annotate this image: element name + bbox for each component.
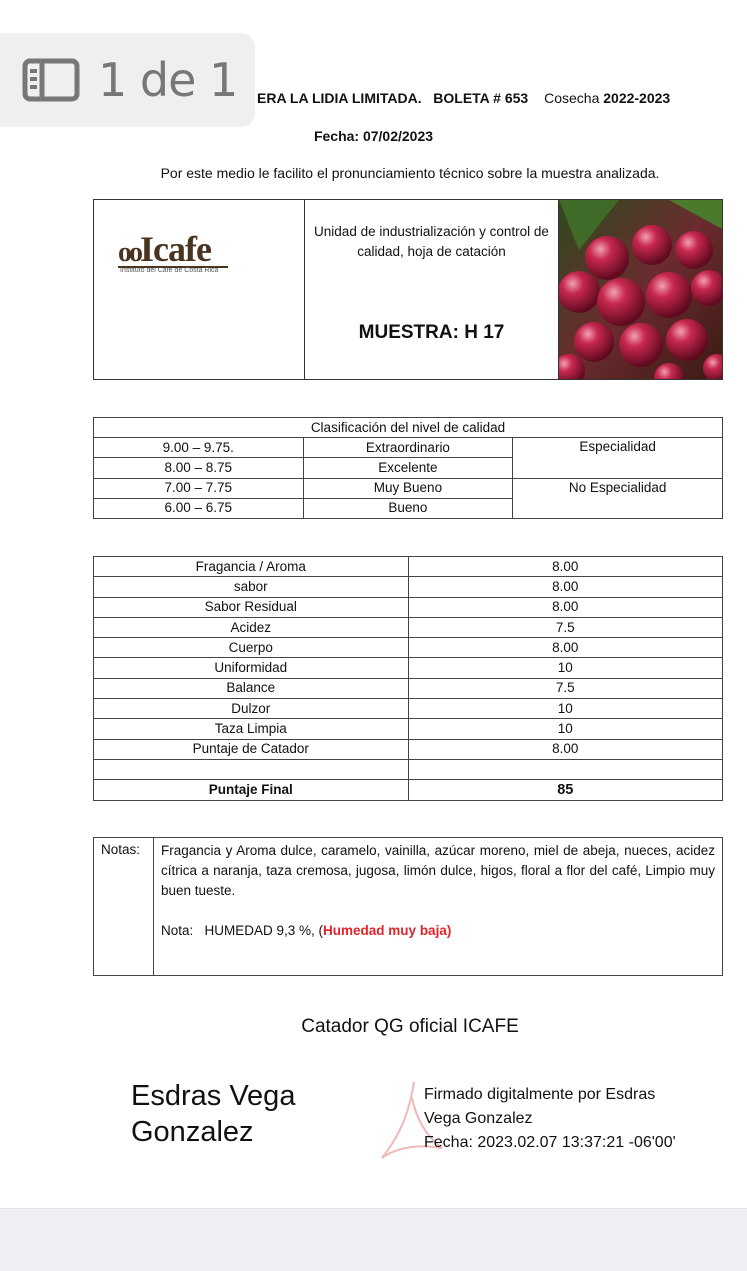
signer-name-line1: Esdras Vega [131, 1080, 296, 1112]
attribute-cell: sabor [94, 577, 409, 597]
score-cell: 8.00 [408, 597, 722, 617]
unit-text: Unidad de industrialización y control de calidad, hoja de catación [314, 224, 549, 259]
level-cell: Bueno [303, 498, 513, 518]
empty-cell [94, 759, 409, 779]
table-row [94, 658, 723, 678]
empty-cell [408, 759, 722, 779]
sample-id: MUESTRA: H 17 [358, 322, 505, 343]
level-cell: Extraordinario [303, 438, 513, 458]
sidebar-pages-icon [22, 58, 80, 102]
final-score-row [94, 780, 723, 800]
final-score-label: Puntaje Final [94, 780, 409, 800]
attribute-cell: Sabor Residual [94, 597, 409, 617]
table-row [94, 597, 723, 617]
signer-name-line2: Gonzalez [131, 1116, 254, 1148]
attribute-cell: Acidez [94, 617, 409, 637]
document-date: Fecha: 07/02/2023 [313, 128, 434, 144]
attribute-cell: Puntaje de Catador [94, 739, 409, 759]
table-row [94, 557, 723, 577]
catador-role: Catador QG oficial ICAFE [301, 1016, 519, 1037]
digital-signature-info [424, 1083, 676, 1155]
score-cell: 10 [408, 719, 722, 739]
header-box [93, 199, 723, 380]
logo-prefix: oo [118, 237, 140, 268]
range-cell: 7.00 – 7.75 [94, 478, 304, 498]
table-row [94, 478, 723, 498]
table-row [94, 739, 723, 759]
signer-name [131, 1078, 295, 1150]
score-cell: 7.5 [408, 678, 722, 698]
logo-brand: Icafe [140, 229, 211, 269]
cosecha-years: 2022-2023 [603, 90, 671, 106]
attribute-cell: Balance [94, 678, 409, 698]
range-cell: 8.00 – 8.75 [94, 458, 304, 478]
page-indicator-badge[interactable] [0, 33, 255, 127]
notes-body [154, 838, 722, 975]
notes-box [93, 837, 723, 976]
group-specialty: Especialidad [513, 438, 723, 478]
unit-cell [305, 200, 559, 379]
table-row [94, 699, 723, 719]
table-row [94, 577, 723, 597]
attribute-cell: Taza Limpia [94, 719, 409, 739]
logo-wordmark [118, 228, 228, 268]
range-cell: 9.00 – 9.75. [94, 438, 304, 458]
final-score-value: 85 [408, 780, 722, 800]
coffee-cherries-photo [559, 200, 722, 379]
digital-sign-line1: Firmado digitalmente por Esdras [424, 1086, 656, 1103]
empty-row [94, 759, 723, 779]
company-boleta-line [257, 90, 670, 106]
humidity-warning: Humedad muy baja) [323, 923, 452, 938]
classification-title: Clasificación del nivel de calidad [94, 418, 723, 438]
score-cell: 8.00 [408, 557, 722, 577]
cupping-scores-table [93, 556, 723, 801]
attribute-cell: Fragancia / Aroma [94, 557, 409, 577]
page-indicator-text: 1 de 1 [98, 53, 238, 107]
humidity-note [161, 921, 715, 941]
cosecha-label: Cosecha [544, 90, 600, 106]
company-name: ERA LA LIDIA LIMITADA. BOLETA # 653 [257, 90, 529, 106]
level-cell: Excelente [303, 458, 513, 478]
intro-text: Por este medio le facilito el pronunciamiento técnico sobre la muestra analizada. [160, 165, 660, 181]
quality-classification-table [93, 417, 723, 519]
score-cell: 8.00 [408, 638, 722, 658]
humidity-prefix: Nota: HUMEDAD 9,3 %, ( [161, 923, 324, 938]
level-cell: Muy Bueno [303, 478, 513, 498]
attribute-cell: Cuerpo [94, 638, 409, 658]
coffee-cherries-image [559, 200, 722, 379]
table-row [94, 438, 723, 458]
attribute-cell: Dulzor [94, 699, 409, 719]
range-cell: 6.00 – 6.75 [94, 498, 304, 518]
score-cell: 8.00 [408, 577, 722, 597]
group-non-specialty: No Especialidad [513, 478, 723, 518]
table-row [94, 719, 723, 739]
table-row [94, 678, 723, 698]
logo-subtitle: Instituto del Café de Costa Rica [120, 267, 219, 274]
icafe-logo [94, 200, 305, 379]
score-cell: 8.00 [408, 739, 722, 759]
digital-sign-line3: Fecha: 2023.02.07 13:37:21 -06'00' [424, 1134, 676, 1151]
score-cell: 7.5 [408, 617, 722, 637]
viewer-bottom-bar [0, 1208, 747, 1271]
notes-text: Fragancia y Aroma dulce, caramelo, vainilla, azúcar moreno, miel de abeja, nueces, acidez cítrica a naranja, taza cremosa, jugosa, limón dulce, higos, floral a flor del café, Limpio muy buen tueste. [161, 843, 715, 898]
score-cell: 10 [408, 658, 722, 678]
attribute-cell: Uniformidad [94, 658, 409, 678]
table-row [94, 638, 723, 658]
notes-label: Notas: [94, 838, 154, 975]
digital-sign-line2: Vega Gonzalez [424, 1110, 533, 1127]
score-cell: 10 [408, 699, 722, 719]
table-row [94, 617, 723, 637]
